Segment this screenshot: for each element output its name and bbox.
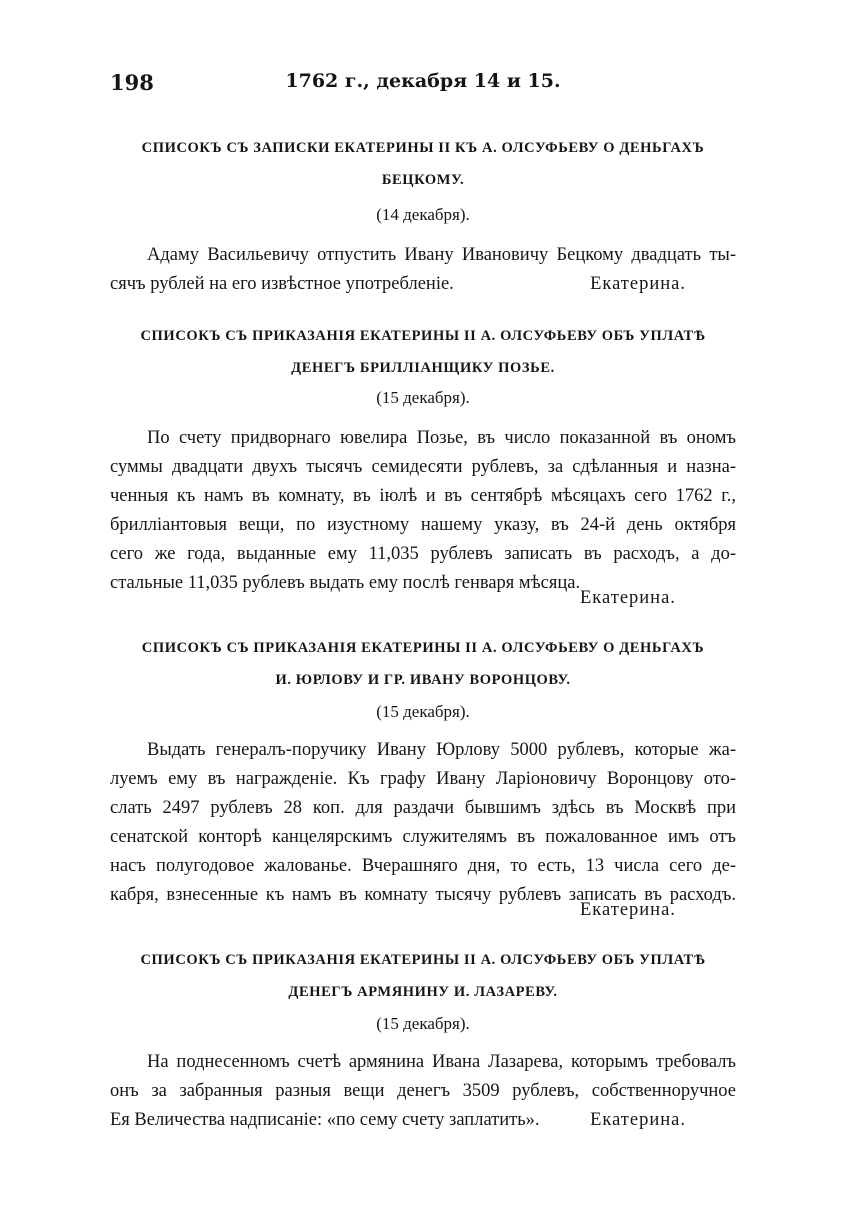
section-title [110,632,736,696]
body-line: бриллiантовыя вещи, по изустному нашему указу, въ 24-й день октября [110,515,736,535]
body-line [110,270,736,299]
body-line: стальные 11,035 рублевъ выдать ему послѣ генваря мѣсяца. [110,573,581,593]
body-line-text: сячъ рублей на его извѣстное употребленіе. [110,274,454,294]
body-line: кабря, взнесенные къ намъ въ комнату тысячу рублевъ записать въ расходъ. [110,885,736,905]
section-title [110,320,736,384]
section-title-line: СПИСОКЪ СЪ ЗАПИСКИ ЕКАТЕРИНЫ II КЪ А. ОЛСУФЬЕВУ О ДЕНЬГАХЪ [141,140,705,156]
body-line: ченныя къ намъ въ комнату, въ іюлѣ и въ сентябрѣ мѣсяцахъ сего 1762 г., [110,486,736,506]
body-line: слать 2497 рублевъ 28 коп. для раздачи бывшимъ здѣсь въ Москвѣ при [110,798,736,818]
body-line: луемъ ему въ награжденіе. Къ графу Ивану Ларіоновичу Воронцову ото- [110,769,736,789]
body-line [110,1106,736,1135]
body-line: онъ за забранныя разныя вещи денегъ 3509 рублевъ, собственноручное [110,1081,736,1101]
signature: Екатерина. [590,274,686,294]
body-line: сего же года, выданные ему 11,035 рублевъ записать въ расходъ, а до- [110,544,736,564]
section-title-line: БЕЦКОМУ. [381,172,465,188]
body-line: сенатской конторѣ канцелярскимъ служителямъ въ пожалованное имъ отъ [110,827,736,847]
section-date: (14 декабря). [376,205,470,224]
signature: Екатерина. [580,900,676,920]
section-date: (15 декабря). [376,702,470,721]
section-title-line: И. ЮРЛОВУ И ГР. ИВАНУ ВОРОНЦОВУ. [275,672,571,688]
page-number: 198 [110,70,154,95]
body-line: суммы двадцати двухъ тысячъ семидесяти рублевъ, за сдѣланныя и назна- [110,457,736,477]
section-title-line: СПИСОКЪ СЪ ПРИКАЗАНІЯ ЕКАТЕРИНЫ II А. ОЛСУФЬЕВУ О ДЕНЬГАХЪ [141,640,705,656]
running-head: 1762 г., декабря 14 и 15. [285,70,561,92]
body-line: На поднесенномъ счетѣ армянина Ивана Лазарева, которымъ требовалъ [147,1052,736,1072]
section-title-line: ДЕНЕГЪ БРИЛЛІАНЩИКУ ПОЗЬЕ. [291,360,555,376]
page-header [110,70,736,100]
section-date: (15 декабря). [376,388,470,407]
section-title [110,944,736,1008]
section-title-line: ДЕНЕГЪ АРМЯНИНУ И. ЛАЗАРЕВУ. [288,984,558,1000]
body-line: Адаму Васильевичу отпустить Ивану Ивановичу Бецкому двадцать ты- [147,245,736,265]
body-line: По счету придворнаго ювелира Позье, въ число показанной въ ономъ [147,428,736,448]
signature: Екатерина. [580,588,676,608]
body-line: насъ полугодовое жалованье. Вчерашняго дня, то есть, 13 числа сего де- [110,856,736,876]
body-line: Выдать генералъ-поручику Ивану Юрлову 5000 рублевъ, которые жа- [147,740,736,760]
section-title-line: СПИСОКЪ СЪ ПРИКАЗАНІЯ ЕКАТЕРИНЫ II А. ОЛСУФЬЕВУ ОБЪ УПЛАТѢ [140,952,706,968]
section-title [110,132,736,196]
body-line-text: Ея Величества надписаніе: «по сему счету заплатить». [110,1110,540,1130]
section-title-line: СПИСОКЪ СЪ ПРИКАЗАНІЯ ЕКАТЕРИНЫ II А. ОЛСУФЬЕВУ ОБЪ УПЛАТѢ [140,328,706,344]
section-date: (15 декабря). [376,1014,470,1033]
signature: Екатерина. [590,1110,686,1130]
